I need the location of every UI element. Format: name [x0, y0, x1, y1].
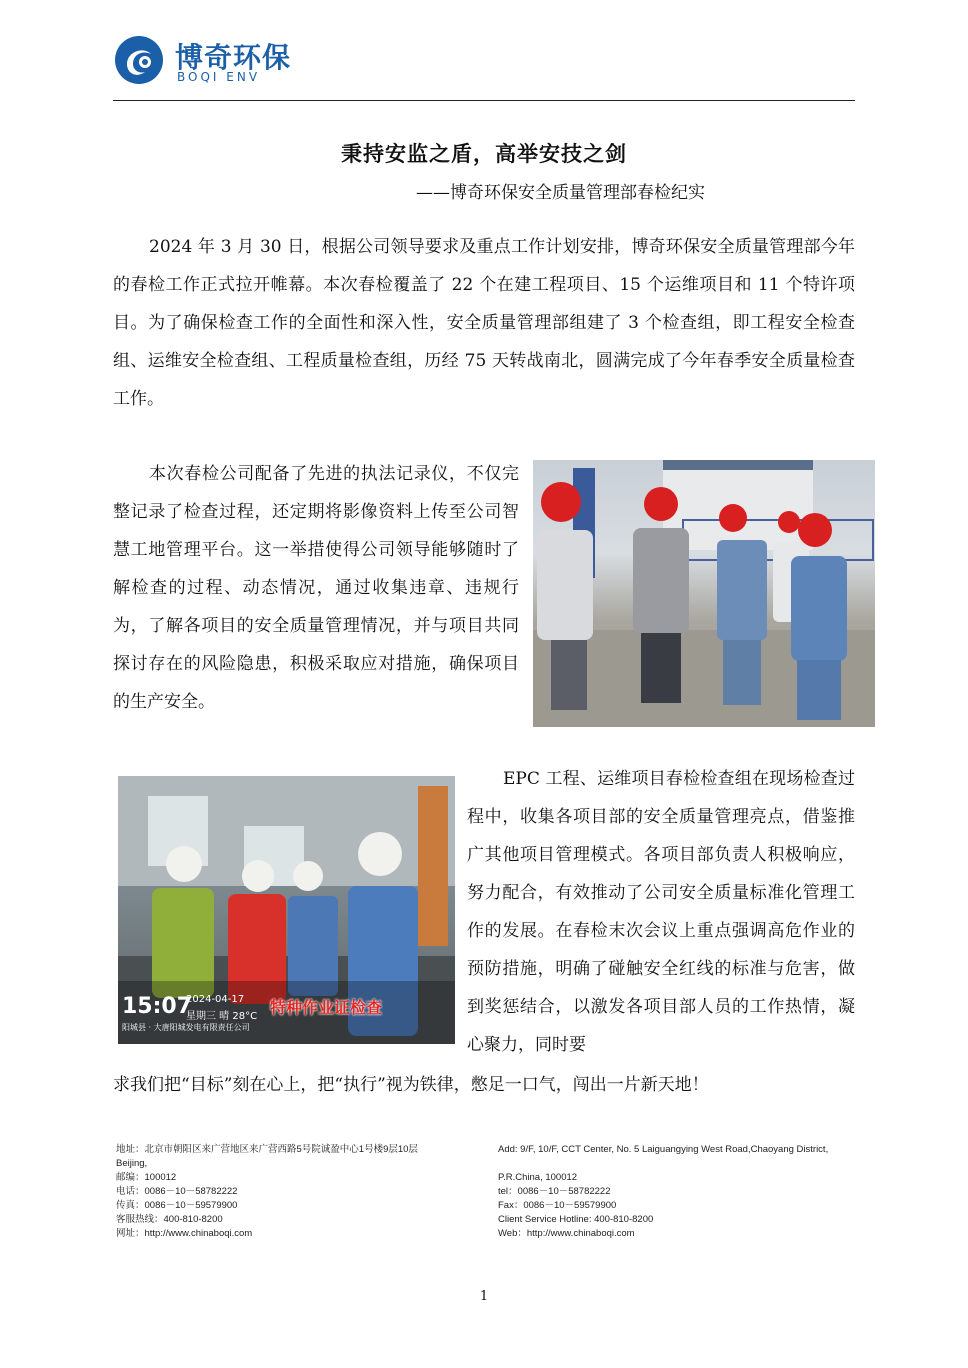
paragraph-1: 2024 年 3 月 30 日，根据公司领导要求及重点工作计划安排，博奇环保安全质量管理部今年的春检工作正式拉开帷幕。本次春检覆盖了 22 个在建工程项目、15 个运维项目和 11 个特许项目。为了确保检查工作的全面性和深入性，安全质量管理部组建了 3 个检查组，即工程安全检查组、运维安全检查组、工程质量检查组，历经 75 天转战南北，圆满完成了今年春季安全质量检查工作。 — [113, 237, 855, 409]
paragraph-3: EPC 工程、运维项目春检检查组在现场检查过程中，收集各项目部的安全质量管理亮点，借鉴推广其他项目管理模式。各项目部负责人积极响应，努力配合，有效推动了公司安全质量标准化管理工作的发展。在春检末次会议上重点强调高危作业的预防措施，明确了碰触安全红线的标准与危害，做到奖惩结合，以激发各项目部人员的工作热情，凝心聚力，同时要 — [467, 769, 855, 1055]
article-title: 秉持安监之盾，高举安技之剑 — [341, 141, 627, 166]
footer-contact-cn — [116, 1143, 486, 1241]
footer-fax-cn: 传真：0086－10－59579900 — [116, 1200, 238, 1211]
footer-phone-cn: 电话：0086－10－58782222 — [116, 1186, 238, 1197]
page-header — [113, 34, 855, 100]
photo-timestamp-date: 2024-04-17 — [186, 994, 245, 1005]
photo-timestamp-location: 阳城县 · 大唐阳城发电有限责任公司 — [122, 1023, 250, 1032]
inspection-photo-1 — [533, 460, 875, 727]
logo-text-cn: 博奇环保 — [175, 41, 292, 74]
header-divider — [113, 100, 855, 101]
footer-address-cn: 地址：北京市朝阳区来广营地区来广营西路5号院诚盈中心1号楼9层10层 — [116, 1144, 418, 1155]
article-subtitle: ——博奇环保安全质量管理部春检纪实 — [416, 183, 705, 203]
footer-postcode-cn: 邮编：100012 — [116, 1172, 177, 1183]
footer-phone-en: tel：0086－10－58782222 — [498, 1186, 611, 1197]
paragraph-2: 本次春检公司配备了先进的执法记录仪，不仅完整记录了检查过程，还定期将影像资料上传至公司智慧工地管理平台。这一举措使得公司领导能够随时了解检查的过程、动态情况，通过收集违章、违规行为，了解各项目的安全质量管理情况，并与项目共同探讨存在的风险隐患，积极采取应对措施，确保项目的生产安全。 — [113, 464, 519, 712]
footer-address-city: Beijing, — [116, 1158, 148, 1169]
footer-contact-en — [498, 1143, 868, 1241]
boqi-logo-icon — [113, 34, 165, 86]
paragraph-3-continued: 求我们把“目标”刻在心上，把“执行”视为铁律，憋足一口气，闯出一片新天地！ — [113, 1075, 709, 1095]
footer-website-cn[interactable]: 网址：http://www.chinaboqi.com — [116, 1228, 253, 1239]
footer-hotline-en: Client Service Hotline: 400-810-8200 — [498, 1214, 654, 1225]
page-number: 1 — [479, 1289, 489, 1304]
photo-timestamp-time: 15:07 — [122, 994, 193, 1019]
logo-text-en: BOQI ENV — [177, 70, 261, 84]
footer-fax-en: Fax：0086－10－59579900 — [498, 1200, 617, 1211]
footer-hotline-cn: 客服热线：400-810-8200 — [116, 1214, 223, 1225]
photo-timestamp-weather: 星期三 晴 28°C — [186, 1011, 258, 1022]
inspection-photo-2 — [118, 776, 455, 1044]
footer-postcode-en: P.R.China, 100012 — [498, 1172, 578, 1183]
footer-spacer — [498, 1157, 868, 1171]
footer-address-en: Add: 9/F, 10/F, CCT Center, No. 5 Laiguangying West Road,Chaoyang District, — [498, 1144, 829, 1155]
footer-website-en[interactable]: Web：http://www.chinaboqi.com — [498, 1228, 635, 1239]
photo-caption-tag: 特种作业证检查 — [270, 998, 383, 1017]
